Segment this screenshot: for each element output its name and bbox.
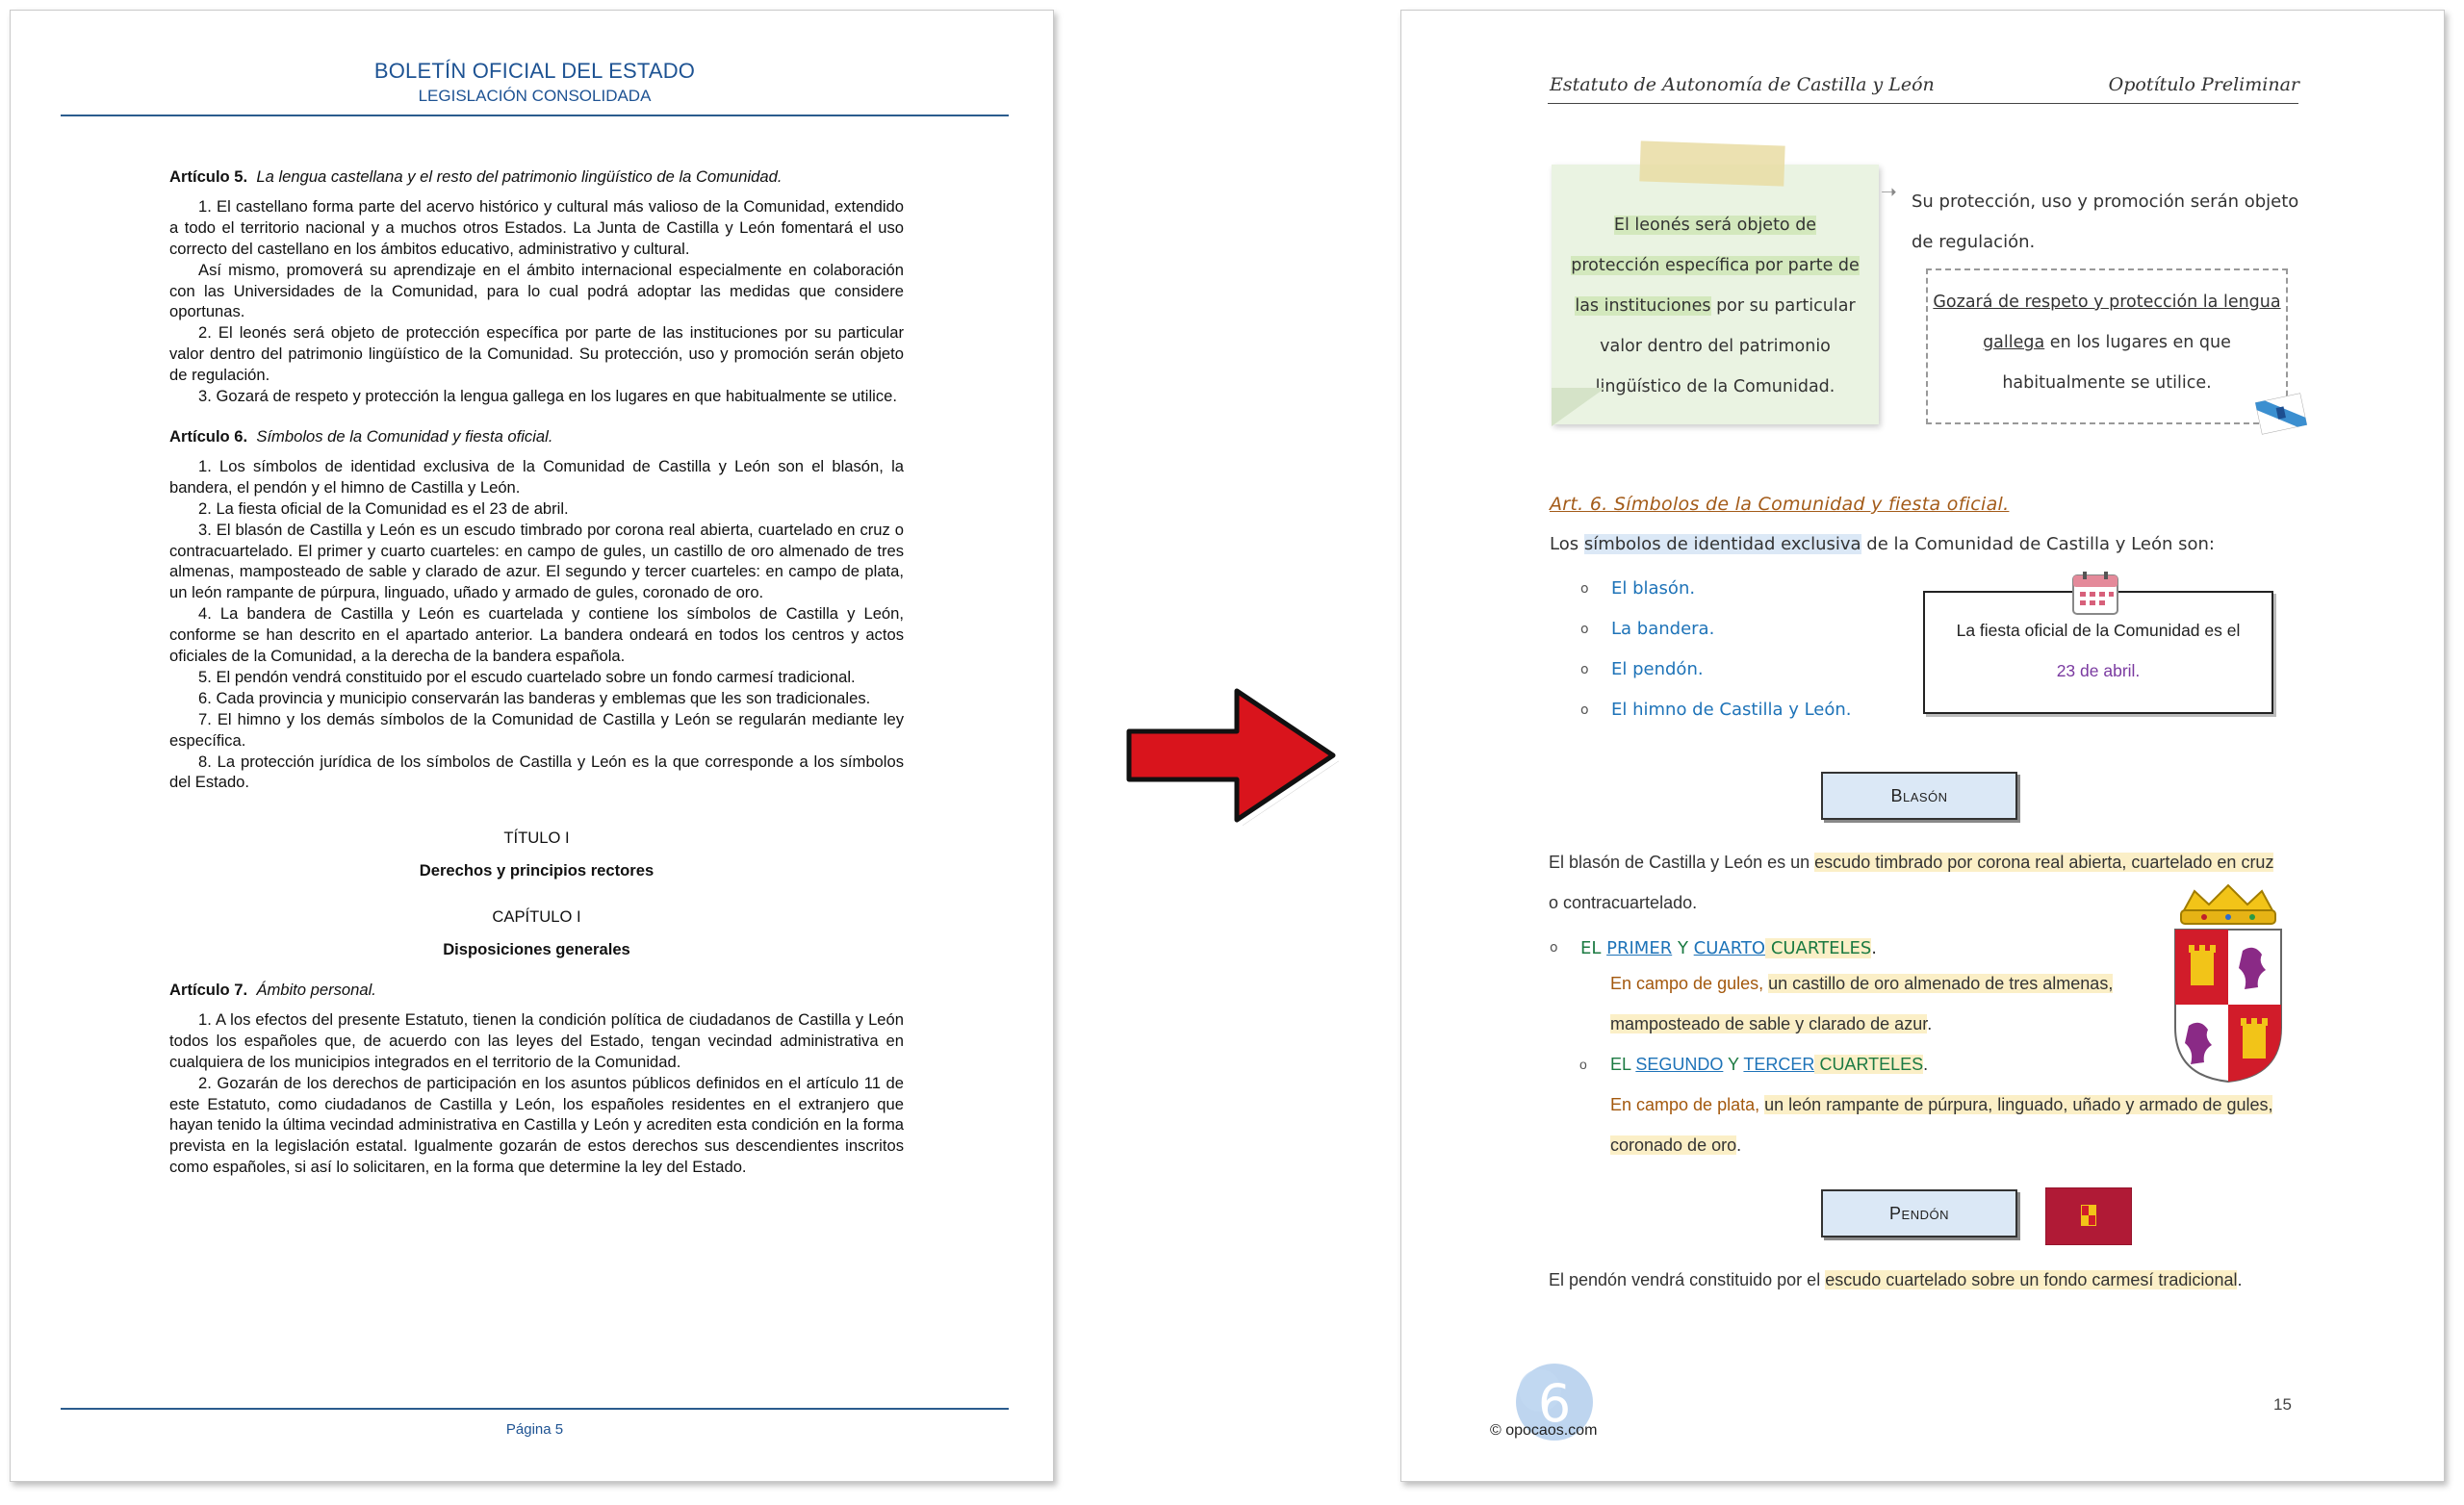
- sticky-highlight: El leonés será objeto de protección específica por parte de las instituciones: [1571, 216, 1860, 316]
- pendon-flag-icon: [2045, 1187, 2132, 1245]
- paragraph: 8. La protección jurídica de los símbolos de Castilla y León es la que corresponde a los símbolos del Estado.: [169, 752, 904, 792]
- capitulo-subheading: Disposiciones generales: [443, 940, 630, 959]
- titulo-subheading: Derechos y principios rectores: [419, 861, 654, 880]
- gallega-text: en los lugares en que habitualmente se utilice.: [2002, 333, 2231, 393]
- simbolos-intro: Los símbolos de identidad exclusiva de la Comunidad de Castilla y León son:: [1550, 534, 2215, 554]
- tape-decoration: [1639, 140, 1784, 186]
- list-item: o El pendón.: [1580, 650, 1852, 690]
- art6-heading: Art. 6. Símbolos de la Comunidad y fiesta oficial.: [1550, 494, 2010, 515]
- cuarteles-2-desc: En campo de plata, un león rampante de púrpura, linguado, uñado y armado de gules,: [1610, 1095, 2273, 1114]
- blason-highlight: escudo timbrado por corona real abierta, cuartelado en cruz: [1814, 853, 2274, 872]
- sticky-note: [1552, 165, 1879, 424]
- paragraph: 1. Los símbolos de identidad exclusiva de la Comunidad de Castilla y León son el blasón, la bandera, el pendón y el himno de Castilla y León.: [169, 456, 904, 497]
- paragraph: 2. Gozarán de los derechos de participación en los asuntos públicos definidos en el artículo 11 de este Estatuto, como ciudadanos de Castilla y León, los españoles residentes en el extranjero que hayan tenido la última vecindad administrativa en Castilla y León y acrediten esta condición en la forma prevista en la legislación estatal. Igualmente gozarán de estos derechos sus descendientes inscritos como españoles, si así lo solicitaren, en la forma que determine la ley del Estado.: [169, 1073, 904, 1177]
- article-6: [169, 426, 904, 793]
- pendon-label: Pendón: [1821, 1189, 2017, 1237]
- list-item: o La bandera.: [1580, 609, 1852, 650]
- paragraph: Así mismo, promoverá su aprendizaje en el ámbito internacional especialmente en colaboración con las Universidades de la Comunidad, para lo cual podrá adoptar las medidas que considere oportunas.: [169, 260, 904, 321]
- list-item: o El himno de Castilla y León.: [1580, 690, 1852, 730]
- svg-text:6: 6: [1537, 1373, 1572, 1434]
- blason-label: Blasón: [1821, 772, 2017, 820]
- cuarteles-1-desc: En campo de gules, un castillo de oro almenado de tres almenas,: [1610, 974, 2114, 993]
- article-label: Artículo 6.: [169, 426, 248, 446]
- capitulo-heading: CAPÍTULO I: [492, 907, 581, 927]
- page-footer: Página 5: [505, 1421, 564, 1438]
- article-5: [169, 166, 904, 407]
- opocaos-logo-icon: [1502, 1352, 1607, 1458]
- right-arrow-icon: [1112, 674, 1352, 837]
- article-7: [169, 980, 904, 1178]
- article-label: Artículo 7.: [169, 981, 248, 999]
- header-rule: [1548, 103, 2298, 104]
- pointer-arrow-icon: ➝: [1881, 180, 1897, 203]
- paragraph: 2. La fiesta oficial de la Comunidad es el 23 de abril.: [198, 498, 569, 518]
- cuarteles-1-heading: o EL PRIMER Y CUARTO CUARTELES.: [1550, 938, 1877, 958]
- paragraph: 6. Cada provincia y municipio conservarán las banderas y emblemas que les son tradicionales.: [198, 688, 871, 707]
- header-rule: [61, 115, 1009, 116]
- article-label: Artículo 5.: [169, 167, 248, 186]
- fiesta-text: La fiesta oficial de la Comunidad es el: [1956, 621, 2241, 640]
- paragraph: 2. El leonés será objeto de protección específica por parte de las instituciones por su particular valor dentro del patrimonio lingüístico de la Comunidad. Su protección, uso y promoción serán objeto de regulación.: [169, 323, 904, 385]
- page-fold-decoration: [1552, 388, 1605, 426]
- copyright-text: © opocaos.com: [1490, 1422, 1598, 1439]
- sticky-text: por su particular valor dentro del patrimonio lingüístico de la Comunidad.: [1595, 296, 1856, 396]
- page-number: 15: [2273, 1395, 2292, 1414]
- titulo-heading: TÍTULO I: [503, 829, 570, 848]
- side-note: Su protección, uso y promoción serán objeto de regulación.: [1912, 191, 2299, 252]
- fiesta-date: 23 de abril.: [2056, 661, 2141, 680]
- article-title: La lengua castellana y el resto del patrimonio lingüístico de la Comunidad.: [256, 167, 783, 186]
- paragraph: 3. El blasón de Castilla y León es un escudo timbrado por corona real abierta, cuartelado en cruz o contracuartelado. El primer y cuarto cuarteles: en campo de gules, un castillo de oro almenado de tres almenas, mamposteado de sable y clarado de azur. El segundo y tercer cuarteles: en campo de plata, un león rampante de púrpura, linguado, uñado y armado de gules, coronado de oro.: [169, 520, 904, 602]
- calendar-icon: [2071, 570, 2119, 616]
- gallega-underlined: Gozará de respeto y protección la lengua gallega: [1933, 293, 2281, 352]
- blason-description: El blasón de Castilla y León es un escudo timbrado por corona real abierta, cuartelado en cruz: [1549, 853, 2274, 872]
- pendon-highlight: escudo cuartelado sobre un fondo carmesí tradicional: [1825, 1270, 2238, 1289]
- cuarteles-2-desc-cont: coronado de oro.: [1610, 1135, 1742, 1155]
- cuarteles-2-heading: o EL SEGUNDO Y TERCER CUARTELES.: [1579, 1055, 1929, 1074]
- coat-of-arms-icon: [2166, 883, 2291, 1085]
- simbolos-highlight: símbolos de identidad exclusiva: [1583, 534, 1861, 554]
- boe-header: [61, 59, 1009, 106]
- paragraph: 1. El castellano forma parte del acervo histórico y cultural más valioso de la Comunidad, extendido a todo el territorio nacional y a muchos otros Estados. La Junta de Castilla y León fomentará el uso correcto del castellano en los ámbitos educativo, administrativo y cultural.: [169, 196, 904, 258]
- paragraph: 1. A los efectos del presente Estatuto, tienen la condición política de ciudadanos de Castilla y León todos los españoles que, de acuerdo con las leyes del Estado, tengan vecindad administrativa en cualquiera de los municipios integrados en el territorio de la Comunidad.: [169, 1009, 904, 1071]
- paragraph: 3. Gozará de respeto y protección la lengua gallega en los lugares en que habitualmente se utilice.: [198, 387, 897, 406]
- blason-description-cont: o contracuartelado.: [1549, 893, 1698, 912]
- bullet-icon: o: [1550, 940, 1558, 956]
- article-title: Símbolos de la Comunidad y fiesta oficial.: [256, 426, 553, 446]
- paragraph: 5. El pendón vendrá constituido por el escudo cuartelado sobre un fondo carmesí tradicional.: [198, 667, 856, 686]
- boe-subtitle: LEGISLACIÓN CONSOLIDADA: [418, 87, 652, 105]
- cuarteles-1-desc-cont: mamposteado de sable y clarado de azur.: [1610, 1014, 1933, 1033]
- gallega-note: [1926, 268, 2288, 424]
- bullet-icon: o: [1579, 1057, 1587, 1072]
- paragraph: 4. La bandera de Castilla y León es cuartelada y contiene los símbolos de Castilla y León, conforme se han descrito en el apartado anterior. La bandera ondeará en todos los centros y actos oficiales de la Comunidad, a la derecha de la bandera española.: [169, 604, 904, 666]
- running-header-right: Opotítulo Preliminar: [2108, 74, 2299, 95]
- footer-rule: [61, 1408, 1009, 1410]
- running-header-left: Estatuto de Autonomía de Castilla y León: [1550, 74, 1935, 95]
- boe-page: [10, 10, 1054, 1482]
- opocaos-page: [1400, 10, 2445, 1482]
- article-title: Ámbito personal.: [256, 981, 376, 999]
- boe-title: BOLETÍN OFICIAL DEL ESTADO: [373, 59, 696, 83]
- simbolos-list: [1580, 569, 1852, 730]
- paragraph: 7. El himno y los demás símbolos de la Comunidad de Castilla y León se regularán mediante ley específica.: [169, 709, 904, 750]
- boe-body: [169, 166, 904, 1178]
- list-item: o El blasón.: [1580, 569, 1852, 609]
- pendon-description: El pendón vendrá constituido por el escudo cuartelado sobre un fondo carmesí tradicional.: [1549, 1270, 2243, 1289]
